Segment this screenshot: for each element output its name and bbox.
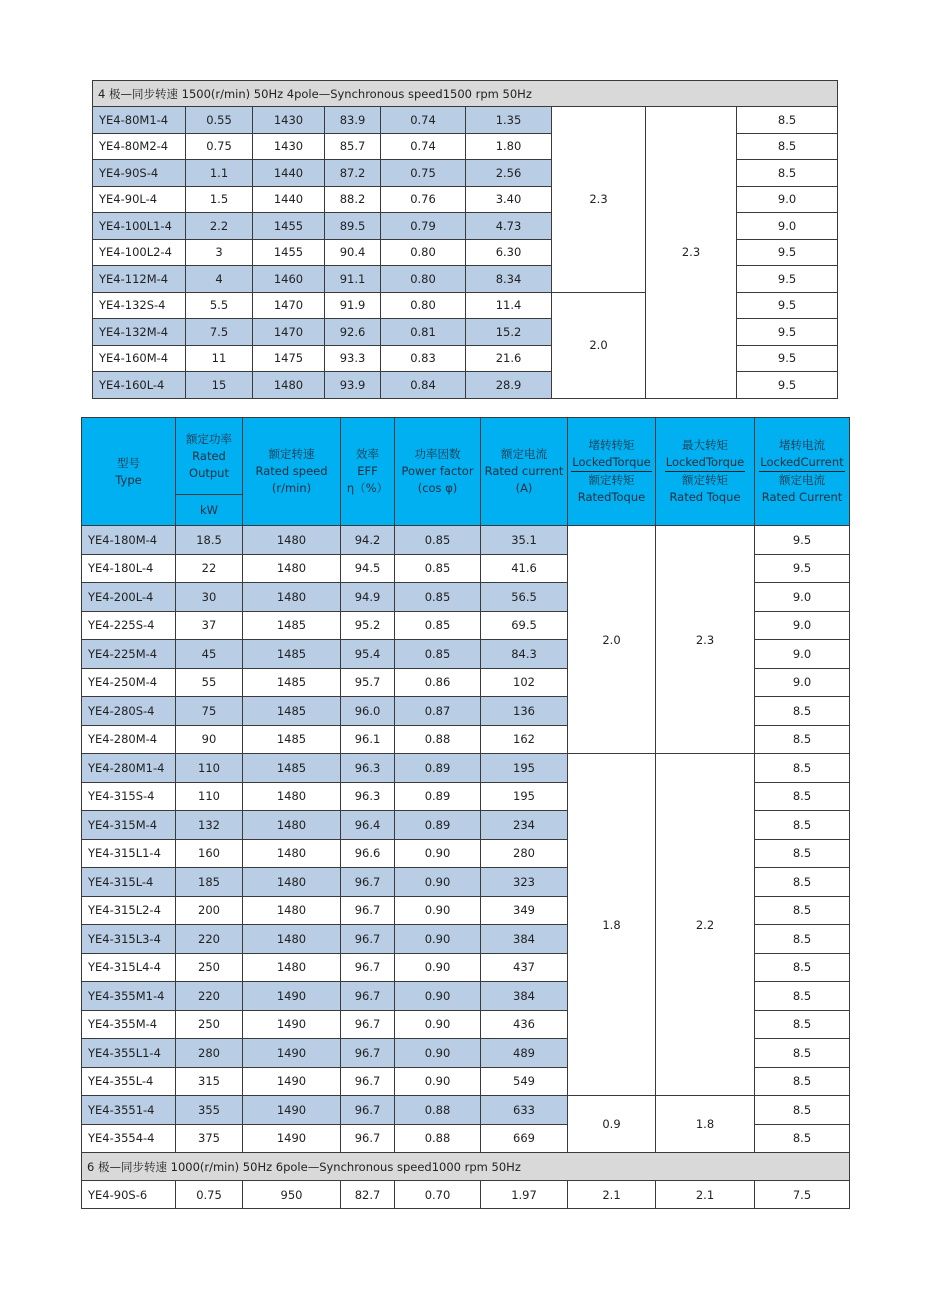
cell-type: YE4-250M-4 [82, 668, 176, 697]
cell-efficiency: 96.7 [341, 1096, 395, 1125]
cell-type: YE4-3554-4 [82, 1124, 176, 1153]
cell-speed: 1490 [243, 982, 341, 1011]
cell-power-factor: 0.89 [395, 782, 481, 811]
cell-output: 7.5 [186, 319, 253, 346]
cell-speed: 1485 [243, 725, 341, 754]
cell-output: 11 [186, 345, 253, 372]
cell-type: YE4-132M-4 [93, 319, 186, 346]
cell-locked-current: 8.5 [755, 982, 850, 1011]
cell-speed: 1455 [253, 239, 325, 266]
header-rated-speed: 额定转速 Rated speed (r/min) [243, 418, 341, 526]
cell-current: 21.6 [466, 345, 552, 372]
cell-efficiency: 96.7 [341, 925, 395, 954]
cell-speed: 1485 [243, 697, 341, 726]
cell-locked-current: 8.5 [737, 133, 838, 160]
cell-locked-current: 8.5 [755, 1039, 850, 1068]
cell-speed: 1440 [253, 160, 325, 187]
cell-efficiency: 96.7 [341, 1010, 395, 1039]
header-locked-current-ratio: 堵转电流 LockedCurrent 额定电流 Rated Current [755, 418, 850, 526]
cell-power-factor: 0.85 [395, 526, 481, 555]
cell-output: 75 [176, 697, 243, 726]
cell-locked-torque: 2.1 [568, 1181, 656, 1209]
cell-speed: 1485 [243, 668, 341, 697]
section-title-6pole: 6 极—同步转速 1000(r/min) 50Hz 6pole—Synchronous speed1000 rpm 50Hz [82, 1153, 850, 1181]
cell-output: 55 [176, 668, 243, 697]
cell-current: 28.9 [466, 372, 552, 399]
cell-efficiency: 96.7 [341, 982, 395, 1011]
cell-type: YE4-3551-4 [82, 1096, 176, 1125]
cell-type: YE4-280M-4 [82, 725, 176, 754]
table-row [82, 1181, 850, 1209]
cell-output: 315 [176, 1067, 243, 1096]
cell-power-factor: 0.80 [381, 292, 466, 319]
cell-output: 2.2 [186, 213, 253, 240]
cell-current: 3.40 [466, 186, 552, 213]
header-power-factor: 功率因数 Power factor (cos φ) [395, 418, 481, 526]
cell-type: YE4-80M1-4 [93, 107, 186, 134]
cell-power-factor: 0.90 [395, 982, 481, 1011]
cell-output: 250 [176, 1010, 243, 1039]
cell-speed: 1480 [243, 839, 341, 868]
cell-type: YE4-80M2-4 [93, 133, 186, 160]
cell-type: YE4-90L-4 [93, 186, 186, 213]
cell-output: 132 [176, 811, 243, 840]
cell-efficiency: 96.7 [341, 1039, 395, 1068]
cell-current: 195 [481, 782, 568, 811]
cell-speed: 1480 [243, 925, 341, 954]
cell-efficiency: 96.3 [341, 782, 395, 811]
cell-current: 195 [481, 754, 568, 783]
cell-type: YE4-315S-4 [82, 782, 176, 811]
cell-speed: 1480 [243, 896, 341, 925]
cell-efficiency: 96.3 [341, 754, 395, 783]
cell-speed: 1475 [253, 345, 325, 372]
table-4pole-small [92, 80, 838, 399]
cell-current: 1.97 [481, 1181, 568, 1209]
cell-locked-current: 8.5 [755, 1096, 850, 1125]
cell-output: 30 [176, 583, 243, 612]
cell-locked-current: 8.5 [755, 839, 850, 868]
table-row [82, 1096, 850, 1125]
cell-speed: 1480 [253, 372, 325, 399]
cell-output: 110 [176, 782, 243, 811]
cell-locked-current: 9.5 [737, 319, 838, 346]
cell-current: 549 [481, 1067, 568, 1096]
cell-locked-current: 8.5 [755, 725, 850, 754]
cell-speed: 1485 [243, 611, 341, 640]
cell-power-factor: 0.85 [395, 554, 481, 583]
cell-current: 437 [481, 953, 568, 982]
cell-output: 250 [176, 953, 243, 982]
cell-locked-torque-group: 2.3 [552, 107, 646, 293]
cell-output: 0.75 [186, 133, 253, 160]
cell-locked-current: 9.0 [755, 583, 850, 612]
cell-efficiency: 95.2 [341, 611, 395, 640]
cell-efficiency: 82.7 [341, 1181, 395, 1209]
cell-efficiency: 96.7 [341, 1067, 395, 1096]
cell-type: YE4-355L-4 [82, 1067, 176, 1096]
cell-locked-current: 9.5 [755, 554, 850, 583]
table-row [82, 526, 850, 555]
cell-speed: 1480 [243, 583, 341, 612]
cell-locked-torque-group: 1.8 [568, 754, 656, 1096]
cell-power-factor: 0.80 [381, 239, 466, 266]
cell-current: 280 [481, 839, 568, 868]
cell-current: 384 [481, 982, 568, 1011]
cell-type: YE4-355M-4 [82, 1010, 176, 1039]
cell-current: 669 [481, 1124, 568, 1153]
cell-efficiency: 92.6 [325, 319, 381, 346]
cell-speed: 1490 [243, 1124, 341, 1153]
cell-power-factor: 0.86 [395, 668, 481, 697]
cell-type: YE4-90S-4 [93, 160, 186, 187]
cell-efficiency: 89.5 [325, 213, 381, 240]
table-4pole-large [81, 417, 850, 1209]
cell-locked-current: 9.5 [737, 292, 838, 319]
cell-type: YE4-180M-4 [82, 526, 176, 555]
cell-power-factor: 0.90 [395, 896, 481, 925]
cell-efficiency: 93.3 [325, 345, 381, 372]
cell-output: 220 [176, 925, 243, 954]
cell-current: 35.1 [481, 526, 568, 555]
cell-locked-current: 8.5 [755, 868, 850, 897]
cell-type: YE4-315L1-4 [82, 839, 176, 868]
cell-current: 2.56 [466, 160, 552, 187]
cell-power-factor: 0.89 [395, 811, 481, 840]
cell-speed: 1490 [243, 1067, 341, 1096]
cell-output: 160 [176, 839, 243, 868]
cell-current: 633 [481, 1096, 568, 1125]
cell-efficiency: 96.7 [341, 953, 395, 982]
cell-efficiency: 94.9 [341, 583, 395, 612]
cell-output: 37 [176, 611, 243, 640]
cell-power-factor: 0.79 [381, 213, 466, 240]
cell-type: YE4-100L2-4 [93, 239, 186, 266]
cell-type: YE4-280M1-4 [82, 754, 176, 783]
cell-current: 436 [481, 1010, 568, 1039]
cell-power-factor: 0.85 [395, 583, 481, 612]
cell-power-factor: 0.83 [381, 345, 466, 372]
cell-locked-current: 8.5 [755, 1067, 850, 1096]
cell-speed: 1455 [253, 213, 325, 240]
cell-efficiency: 95.7 [341, 668, 395, 697]
cell-speed: 1490 [243, 1010, 341, 1039]
cell-locked-current: 8.5 [755, 697, 850, 726]
cell-speed: 1480 [243, 811, 341, 840]
cell-efficiency: 96.0 [341, 697, 395, 726]
cell-type: YE4-315M-4 [82, 811, 176, 840]
header-output-unit: kW [176, 495, 243, 526]
cell-power-factor: 0.85 [395, 611, 481, 640]
cell-speed: 1430 [253, 133, 325, 160]
cell-efficiency: 96.7 [341, 868, 395, 897]
cell-current: 136 [481, 697, 568, 726]
cell-current: 69.5 [481, 611, 568, 640]
cell-output: 110 [176, 754, 243, 783]
cell-current: 6.30 [466, 239, 552, 266]
cell-type: YE4-100L1-4 [93, 213, 186, 240]
header-rated-current: 额定电流 Rated current (A) [481, 418, 568, 526]
cell-output: 22 [176, 554, 243, 583]
cell-current: 84.3 [481, 640, 568, 669]
cell-output: 0.75 [176, 1181, 243, 1209]
cell-speed: 1480 [243, 953, 341, 982]
cell-power-factor: 0.90 [395, 1039, 481, 1068]
cell-max-torque: 2.1 [656, 1181, 755, 1209]
cell-current: 102 [481, 668, 568, 697]
cell-locked-torque-group: 0.9 [568, 1096, 656, 1153]
cell-efficiency: 94.2 [341, 526, 395, 555]
cell-efficiency: 91.9 [325, 292, 381, 319]
cell-efficiency: 83.9 [325, 107, 381, 134]
section-row-6pole [82, 1153, 850, 1181]
header-max-torque-ratio: 最大转矩 LockedTorque 额定转矩 Rated Toque [656, 418, 755, 526]
cell-current: 162 [481, 725, 568, 754]
cell-type: YE4-200L-4 [82, 583, 176, 612]
cell-output: 4 [186, 266, 253, 293]
cell-efficiency: 96.7 [341, 896, 395, 925]
cell-efficiency: 85.7 [325, 133, 381, 160]
cell-locked-current: 9.0 [737, 213, 838, 240]
cell-output: 375 [176, 1124, 243, 1153]
cell-locked-current: 9.5 [737, 266, 838, 293]
cell-locked-current: 8.5 [755, 811, 850, 840]
cell-speed: 1480 [243, 526, 341, 555]
cell-output: 1.1 [186, 160, 253, 187]
cell-current: 384 [481, 925, 568, 954]
cell-power-factor: 0.70 [395, 1181, 481, 1209]
cell-current: 15.2 [466, 319, 552, 346]
cell-output: 185 [176, 868, 243, 897]
cell-type: YE4-160M-4 [93, 345, 186, 372]
cell-type: YE4-112M-4 [93, 266, 186, 293]
cell-type: YE4-315L4-4 [82, 953, 176, 982]
cell-power-factor: 0.89 [395, 754, 481, 783]
cell-speed: 1460 [253, 266, 325, 293]
cell-locked-current: 8.5 [755, 754, 850, 783]
cell-type: YE4-315L3-4 [82, 925, 176, 954]
cell-locked-current: 8.5 [755, 896, 850, 925]
cell-current: 8.34 [466, 266, 552, 293]
cell-power-factor: 0.88 [395, 1124, 481, 1153]
header-type: 型号 Type [82, 418, 176, 526]
cell-output: 200 [176, 896, 243, 925]
header-efficiency: 效率 EFF η（%） [341, 418, 395, 526]
cell-locked-current: 9.0 [755, 668, 850, 697]
cell-locked-current: 9.0 [755, 611, 850, 640]
cell-speed: 1490 [243, 1096, 341, 1125]
table-row [93, 107, 838, 134]
cell-efficiency: 91.1 [325, 266, 381, 293]
cell-speed: 1480 [243, 782, 341, 811]
cell-max-torque-group: 2.3 [646, 107, 737, 399]
cell-power-factor: 0.74 [381, 107, 466, 134]
cell-locked-current: 9.5 [737, 345, 838, 372]
cell-efficiency: 93.9 [325, 372, 381, 399]
cell-power-factor: 0.75 [381, 160, 466, 187]
cell-locked-current: 8.5 [737, 107, 838, 134]
cell-type: YE4-90S-6 [82, 1181, 176, 1209]
cell-power-factor: 0.74 [381, 133, 466, 160]
cell-type: YE4-280S-4 [82, 697, 176, 726]
cell-output: 45 [176, 640, 243, 669]
cell-output: 1.5 [186, 186, 253, 213]
cell-current: 4.73 [466, 213, 552, 240]
cell-speed: 1470 [253, 292, 325, 319]
cell-locked-current: 9.0 [755, 640, 850, 669]
cell-power-factor: 0.88 [395, 725, 481, 754]
cell-max-torque-group: 1.8 [656, 1096, 755, 1153]
cell-current: 41.6 [481, 554, 568, 583]
cell-efficiency: 96.4 [341, 811, 395, 840]
cell-efficiency: 90.4 [325, 239, 381, 266]
cell-speed: 1490 [243, 1039, 341, 1068]
cell-locked-current: 8.5 [755, 1124, 850, 1153]
cell-speed: 1485 [243, 640, 341, 669]
cell-efficiency: 96.6 [341, 839, 395, 868]
cell-type: YE4-315L-4 [82, 868, 176, 897]
cell-current: 323 [481, 868, 568, 897]
cell-current: 56.5 [481, 583, 568, 612]
cell-locked-current: 7.5 [755, 1181, 850, 1209]
cell-type: YE4-180L-4 [82, 554, 176, 583]
cell-locked-current: 9.0 [737, 186, 838, 213]
cell-type: YE4-225M-4 [82, 640, 176, 669]
cell-speed: 1480 [243, 868, 341, 897]
cell-locked-torque-group: 2.0 [552, 292, 646, 398]
cell-output: 0.55 [186, 107, 253, 134]
cell-type: YE4-225S-4 [82, 611, 176, 640]
cell-max-torque-group: 2.3 [656, 526, 755, 754]
cell-power-factor: 0.84 [381, 372, 466, 399]
cell-output: 5.5 [186, 292, 253, 319]
cell-speed: 1485 [243, 754, 341, 783]
cell-speed: 1470 [253, 319, 325, 346]
cell-power-factor: 0.87 [395, 697, 481, 726]
cell-speed: 1430 [253, 107, 325, 134]
cell-power-factor: 0.90 [395, 1067, 481, 1096]
cell-output: 280 [176, 1039, 243, 1068]
cell-locked-current: 8.5 [737, 160, 838, 187]
cell-locked-current: 8.5 [755, 782, 850, 811]
cell-type: YE4-132S-4 [93, 292, 186, 319]
cell-type: YE4-355M1-4 [82, 982, 176, 1011]
cell-locked-current: 9.5 [737, 372, 838, 399]
cell-efficiency: 96.7 [341, 1124, 395, 1153]
cell-power-factor: 0.90 [395, 953, 481, 982]
cell-current: 234 [481, 811, 568, 840]
cell-type: YE4-355L1-4 [82, 1039, 176, 1068]
cell-current: 11.4 [466, 292, 552, 319]
cell-output: 90 [176, 725, 243, 754]
cell-type: YE4-315L2-4 [82, 896, 176, 925]
cell-efficiency: 95.4 [341, 640, 395, 669]
cell-current: 1.35 [466, 107, 552, 134]
cell-locked-current: 8.5 [755, 925, 850, 954]
cell-efficiency: 88.2 [325, 186, 381, 213]
cell-efficiency: 87.2 [325, 160, 381, 187]
cell-output: 220 [176, 982, 243, 1011]
cell-power-factor: 0.88 [395, 1096, 481, 1125]
cell-locked-torque-group: 2.0 [568, 526, 656, 754]
cell-output: 355 [176, 1096, 243, 1125]
cell-max-torque-group: 2.2 [656, 754, 755, 1096]
cell-power-factor: 0.85 [395, 640, 481, 669]
cell-power-factor: 0.81 [381, 319, 466, 346]
cell-output: 15 [186, 372, 253, 399]
cell-locked-current: 8.5 [755, 953, 850, 982]
cell-locked-current: 9.5 [737, 239, 838, 266]
cell-current: 1.80 [466, 133, 552, 160]
cell-speed: 1440 [253, 186, 325, 213]
cell-power-factor: 0.90 [395, 839, 481, 868]
header-locked-torque-ratio: 堵转转矩 LockedTorque 额定转矩 RatedToque [568, 418, 656, 526]
cell-efficiency: 94.5 [341, 554, 395, 583]
cell-output: 18.5 [176, 526, 243, 555]
table-row [82, 754, 850, 783]
cell-power-factor: 0.76 [381, 186, 466, 213]
cell-current: 349 [481, 896, 568, 925]
cell-output: 3 [186, 239, 253, 266]
cell-type: YE4-160L-4 [93, 372, 186, 399]
cell-speed: 1480 [243, 554, 341, 583]
section-title-4pole: 4 极—同步转速 1500(r/min) 50Hz 4pole—Synchronous speed1500 rpm 50Hz [93, 81, 838, 107]
cell-power-factor: 0.90 [395, 925, 481, 954]
cell-power-factor: 0.90 [395, 1010, 481, 1039]
cell-locked-current: 8.5 [755, 1010, 850, 1039]
cell-current: 489 [481, 1039, 568, 1068]
cell-power-factor: 0.90 [395, 868, 481, 897]
cell-power-factor: 0.80 [381, 266, 466, 293]
cell-locked-current: 9.5 [755, 526, 850, 555]
header-rated-output: 额定功率 Rated Output [176, 418, 243, 495]
cell-efficiency: 96.1 [341, 725, 395, 754]
cell-speed: 950 [243, 1181, 341, 1209]
